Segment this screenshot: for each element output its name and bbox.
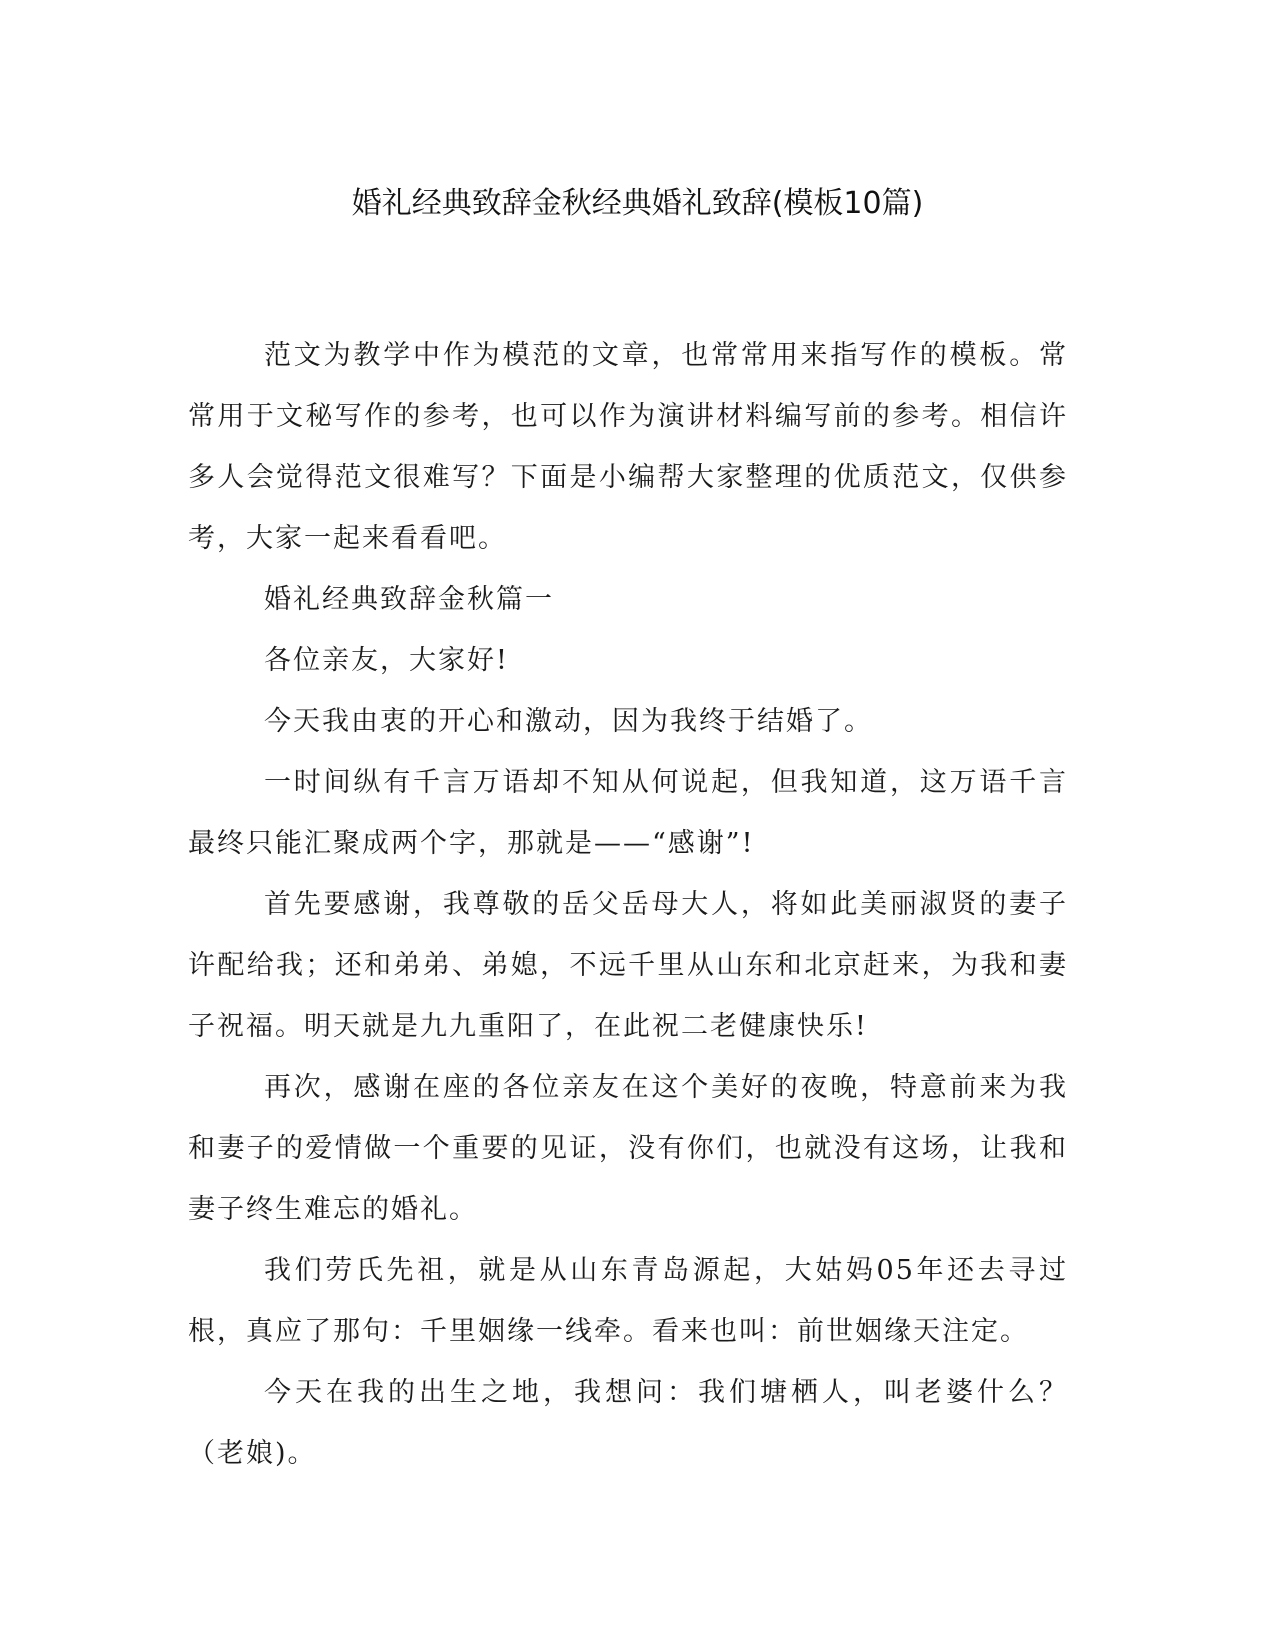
paragraph: 再次，感谢在座的各位亲友在这个美好的夜晚，特意前来为我和妻子的爱情做一个重要的见证，没有你们，也就没有这场，让我和妻子终生难忘的婚礼。 xyxy=(188,1072,1068,1225)
paragraph-greeting: 各位亲友，大家好! xyxy=(264,645,509,676)
paragraph: 一时间纵有千言万语却不知从何说起，但我知道，这万语千言最终只能汇聚成两个字，那就是——“感谢”! xyxy=(188,767,1068,859)
paragraph: 首先要感谢，我尊敬的岳父岳母大人，将如此美丽淑贤的妻子许配给我；还和弟弟、弟媳，不远千里从山东和北京赶来，为我和妻子祝福。明天就是九九重阳了，在此祝二老健康快乐! xyxy=(188,889,1068,1042)
paragraph: 今天我由衷的开心和激动，因为我终于结婚了。 xyxy=(264,706,873,737)
paragraph: 今天在我的出生之地，我想问：我们塘栖人，叫老婆什么？（老娘)。 xyxy=(188,1377,1068,1469)
paragraph: 我们劳氏先祖，就是从山东青岛源起，大姑妈05年还去寻过根，真应了那句：千里姻缘一线牵。看来也叫：前世姻缘天注定。 xyxy=(188,1255,1068,1347)
section-heading: 婚礼经典致辞金秋篇一 xyxy=(264,584,554,615)
paragraph-intro: 范文为教学中作为模范的文章，也常常用来指写作的模板。常常用于文秘写作的参考，也可以作为演讲材料编写前的参考。相信许多人会觉得范文很难写？下面是小编帮大家整理的优质范文，仅供参考，大家一起来看看吧。 xyxy=(188,340,1068,554)
document-body xyxy=(188,325,1068,1484)
document-title: 婚礼经典致辞金秋经典婚礼致辞(模板10篇) xyxy=(351,186,924,221)
